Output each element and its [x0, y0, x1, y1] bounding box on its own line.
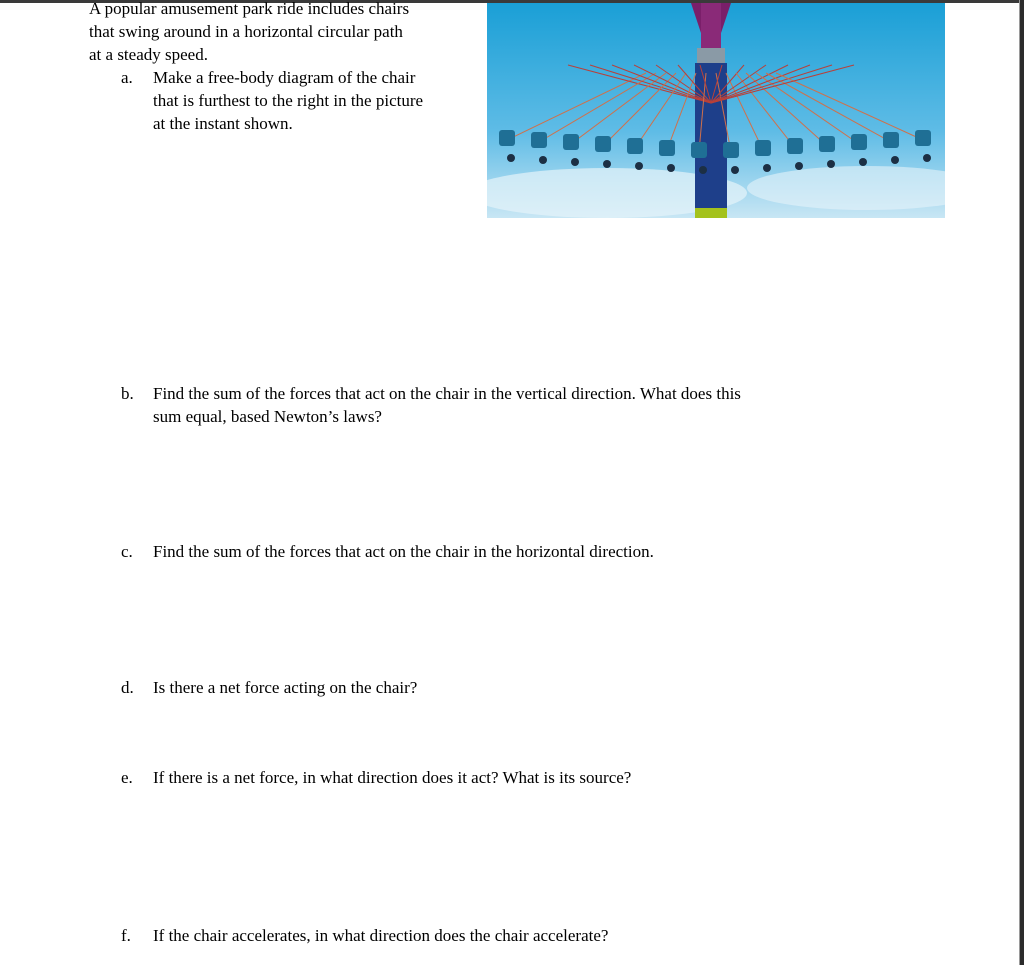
question-d-label: d.	[121, 678, 134, 697]
chair	[755, 140, 771, 156]
chair	[627, 138, 643, 154]
question-a-text: Make a free-body diagram of the chair	[153, 68, 416, 87]
question-c-text: Find the sum of the forces that act on the chair in the horizontal direction.	[153, 542, 654, 561]
chair	[787, 138, 803, 154]
swing-ride-photo	[487, 3, 945, 218]
chair	[563, 134, 579, 150]
chair	[851, 134, 867, 150]
chair	[915, 130, 931, 146]
question-e-label: e.	[121, 768, 133, 787]
chair	[595, 136, 611, 152]
chair	[659, 140, 675, 156]
question-b-label: b.	[121, 384, 134, 403]
question-a-text: at the instant shown.	[153, 114, 293, 133]
scrollbar[interactable]	[1019, 0, 1024, 965]
question-b-text: Find the sum of the forces that act on the chair in the vertical direction. What does this	[153, 384, 741, 403]
question-f-label: f.	[121, 926, 131, 945]
question-d-text: Is there a net force acting on the chair?	[153, 678, 418, 697]
question-e-text: If there is a net force, in what direction does it act? What is its source?	[153, 768, 632, 787]
chair	[883, 132, 899, 148]
chair	[723, 142, 739, 158]
chair	[691, 142, 707, 158]
chair	[819, 136, 835, 152]
intro-line: at a steady speed.	[89, 45, 208, 64]
chair	[531, 132, 547, 148]
question-f-text: If the chair accelerates, in what direction does the chair accelerate?	[153, 926, 609, 945]
chair	[499, 130, 515, 146]
question-c-label: c.	[121, 542, 133, 561]
intro-line: A popular amusement park ride includes chairs	[89, 0, 410, 18]
question-a-label: a.	[121, 68, 133, 87]
question-b-text: sum equal, based Newton’s laws?	[153, 407, 382, 426]
question-a-text: that is furthest to the right in the picture	[153, 91, 424, 110]
intro-line: that swing around in a horizontal circular path	[89, 22, 403, 41]
